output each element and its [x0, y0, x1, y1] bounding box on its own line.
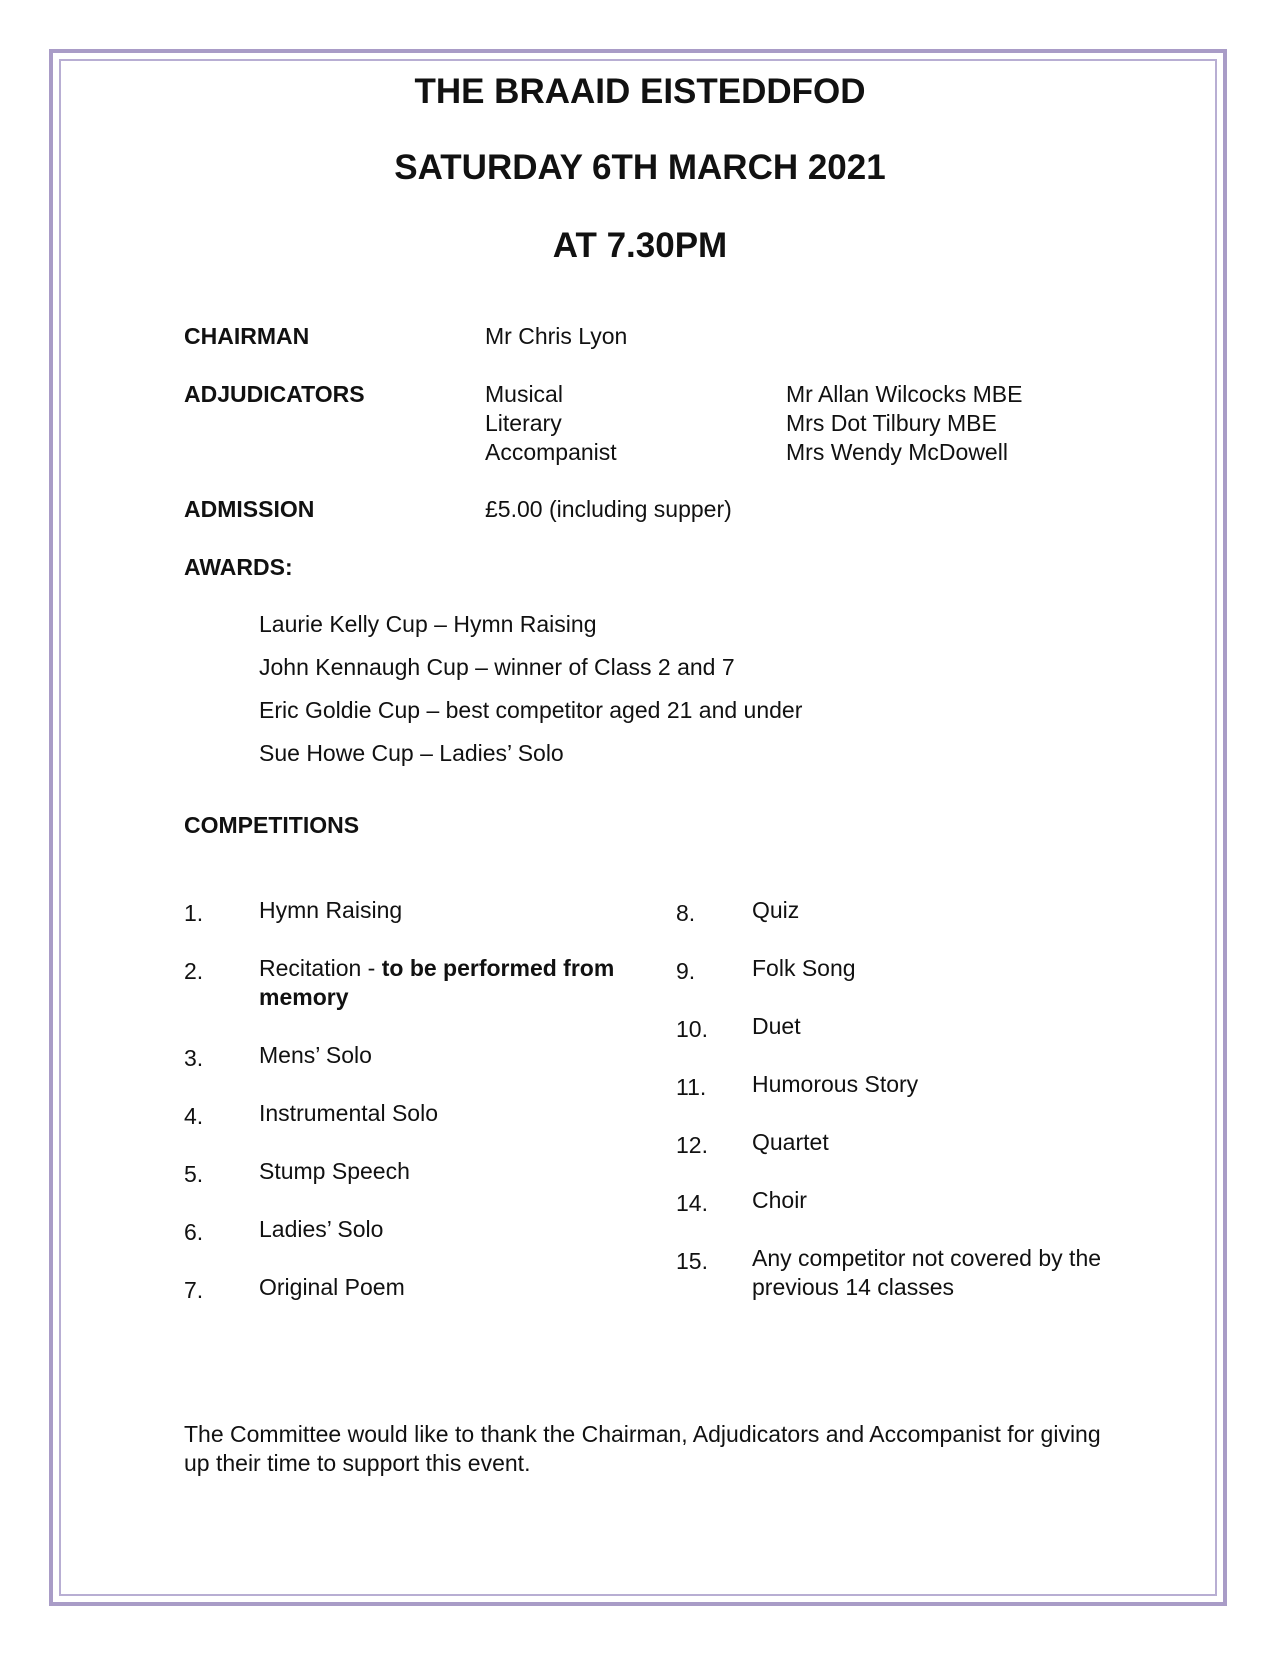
competition-number: 3. — [184, 1045, 204, 1071]
adjudicator-name: Mrs Dot Tilbury MBE — [786, 410, 997, 436]
competition-name: Any competitor not covered by the previous 14 classes — [752, 1245, 1102, 1300]
competition-name: Instrumental Solo — [259, 1100, 438, 1126]
competition-number: 5. — [184, 1161, 204, 1187]
award-item: John Kennaugh Cup – winner of Class 2 and 7 — [259, 654, 735, 680]
competition-name: Mens’ Solo — [259, 1042, 372, 1068]
competitions-label: COMPETITIONS — [184, 812, 360, 838]
admission-value: £5.00 (including supper) — [485, 496, 732, 522]
competition-number: 11. — [676, 1074, 707, 1100]
award-item: Sue Howe Cup – Ladies’ Solo — [259, 740, 564, 766]
competition-number: 15. — [676, 1248, 708, 1274]
event-title: THE BRAAID EISTEDDFOD — [414, 72, 866, 111]
awards-label: AWARDS: — [184, 554, 293, 580]
competition-name: Humorous Story — [752, 1071, 919, 1097]
competition-name: Folk Song — [752, 955, 856, 981]
competition-name: Hymn Raising — [259, 897, 403, 923]
event-date: SATURDAY 6TH MARCH 2021 — [394, 148, 886, 187]
competition-name: Original Poem — [259, 1274, 405, 1300]
award-item: Laurie Kelly Cup – Hymn Raising — [259, 611, 597, 637]
adjudicator-role: Literary — [485, 410, 562, 436]
admission-label: ADMISSION — [184, 496, 315, 522]
competition-name-text: Recitation - — [259, 955, 382, 981]
chairman-name: Mr Chris Lyon — [485, 323, 628, 349]
competition-name: Quiz — [752, 897, 800, 923]
competition-number: 4. — [184, 1103, 204, 1129]
competition-name: Quartet — [752, 1129, 829, 1155]
competition-number: 7. — [184, 1277, 204, 1303]
competition-number: 9. — [676, 958, 696, 984]
adjudicator-role: Accompanist — [485, 439, 617, 465]
competition-number: 1. — [184, 900, 204, 926]
competition-number: 6. — [184, 1219, 204, 1245]
chairman-label: CHAIRMAN — [184, 323, 310, 349]
adjudicator-name: Mr Allan Wilcocks MBE — [786, 381, 1023, 407]
adjudicator-role: Musical — [485, 381, 563, 407]
adjudicators-label: ADJUDICATORS — [184, 381, 365, 407]
competition-name: Choir — [752, 1187, 807, 1213]
competition-name: Duet — [752, 1013, 801, 1039]
competition-name — [259, 954, 619, 1012]
competition-name: Stump Speech — [259, 1158, 410, 1184]
competition-number: 2. — [184, 958, 204, 984]
competition-number: 8. — [676, 900, 696, 926]
competition-number: 14. — [676, 1190, 708, 1216]
thank-you-note: The Committee would like to thank the Chairman, Adjudicators and Accompanist for giving up their time to support this event. — [184, 1421, 1101, 1476]
competition-number: 10. — [676, 1016, 708, 1042]
competition-name: Ladies’ Solo — [259, 1216, 384, 1242]
competition-note: to be performed from memory — [259, 955, 615, 1010]
competition-number: 12. — [676, 1132, 708, 1158]
adjudicator-name: Mrs Wendy McDowell — [786, 439, 1008, 465]
award-item: Eric Goldie Cup – best competitor aged 21 and under — [259, 697, 803, 723]
event-time: AT 7.30PM — [552, 226, 728, 265]
